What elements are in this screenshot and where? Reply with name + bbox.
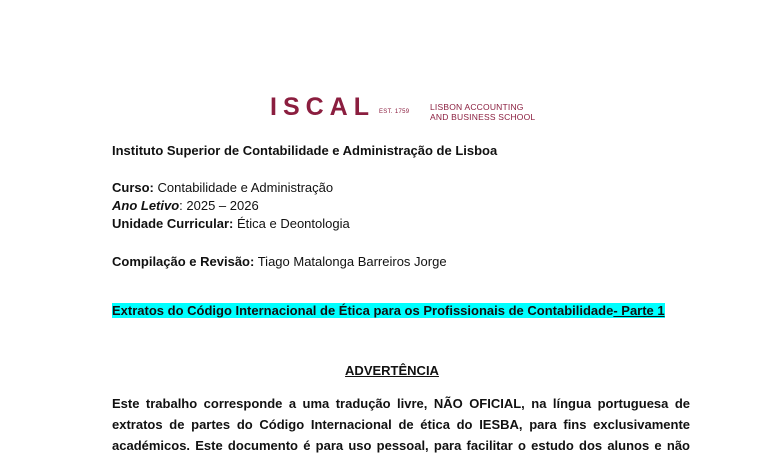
course-line xyxy=(112,180,333,196)
compilation-value: Tiago Matalonga Barreiros Jorge xyxy=(257,254,447,269)
warning-line-3: académicos. Este documento é para uso pessoal, para facilitar o estudo dos alunos e não xyxy=(112,438,690,453)
logo-wordmark: ISCAL xyxy=(270,93,375,121)
logo-tagline-1: LISBON ACCOUNTING xyxy=(430,102,524,112)
logo-tagline-2: AND BUSINESS SCHOOL xyxy=(430,112,536,122)
logo-est: EST. 1759 xyxy=(379,109,410,115)
institution-name: Instituto Superior de Contabilidade e Administração de Lisboa xyxy=(112,143,498,158)
warning-line-1: Este trabalho corresponde a uma tradução livre, NÃO OFICIAL, na língua portuguesa de xyxy=(112,396,690,411)
extract-title-main: Extratos do Código Internacional de Ética para os Profissionais de Contabilidade xyxy=(112,303,614,318)
compilation-line xyxy=(112,254,447,270)
compilation-label: Compilação e Revisão: xyxy=(112,254,255,269)
year-label: Ano Letivo xyxy=(112,198,180,213)
year-value: : 2025 – 2026 xyxy=(179,198,259,213)
warning-heading: ADVERTÊNCIA xyxy=(345,363,439,378)
warning-paragraph xyxy=(112,393,690,456)
iscal-logo xyxy=(270,93,536,125)
extract-title-part: - Parte 1 xyxy=(613,303,665,318)
unit-value: Ética e Deontologia xyxy=(236,216,350,231)
course-label: Curso: xyxy=(112,180,154,195)
year-line xyxy=(112,198,259,214)
extract-title xyxy=(112,303,665,319)
course-value: Contabilidade e Administração xyxy=(157,180,334,195)
logo-tagline xyxy=(430,102,550,122)
warning-line-2: extratos de partes do Código Internacional de ética do IESBA, para fins exclusivamente xyxy=(112,417,690,432)
unit-line xyxy=(112,216,350,232)
unit-label: Unidade Curricular: xyxy=(112,216,234,231)
